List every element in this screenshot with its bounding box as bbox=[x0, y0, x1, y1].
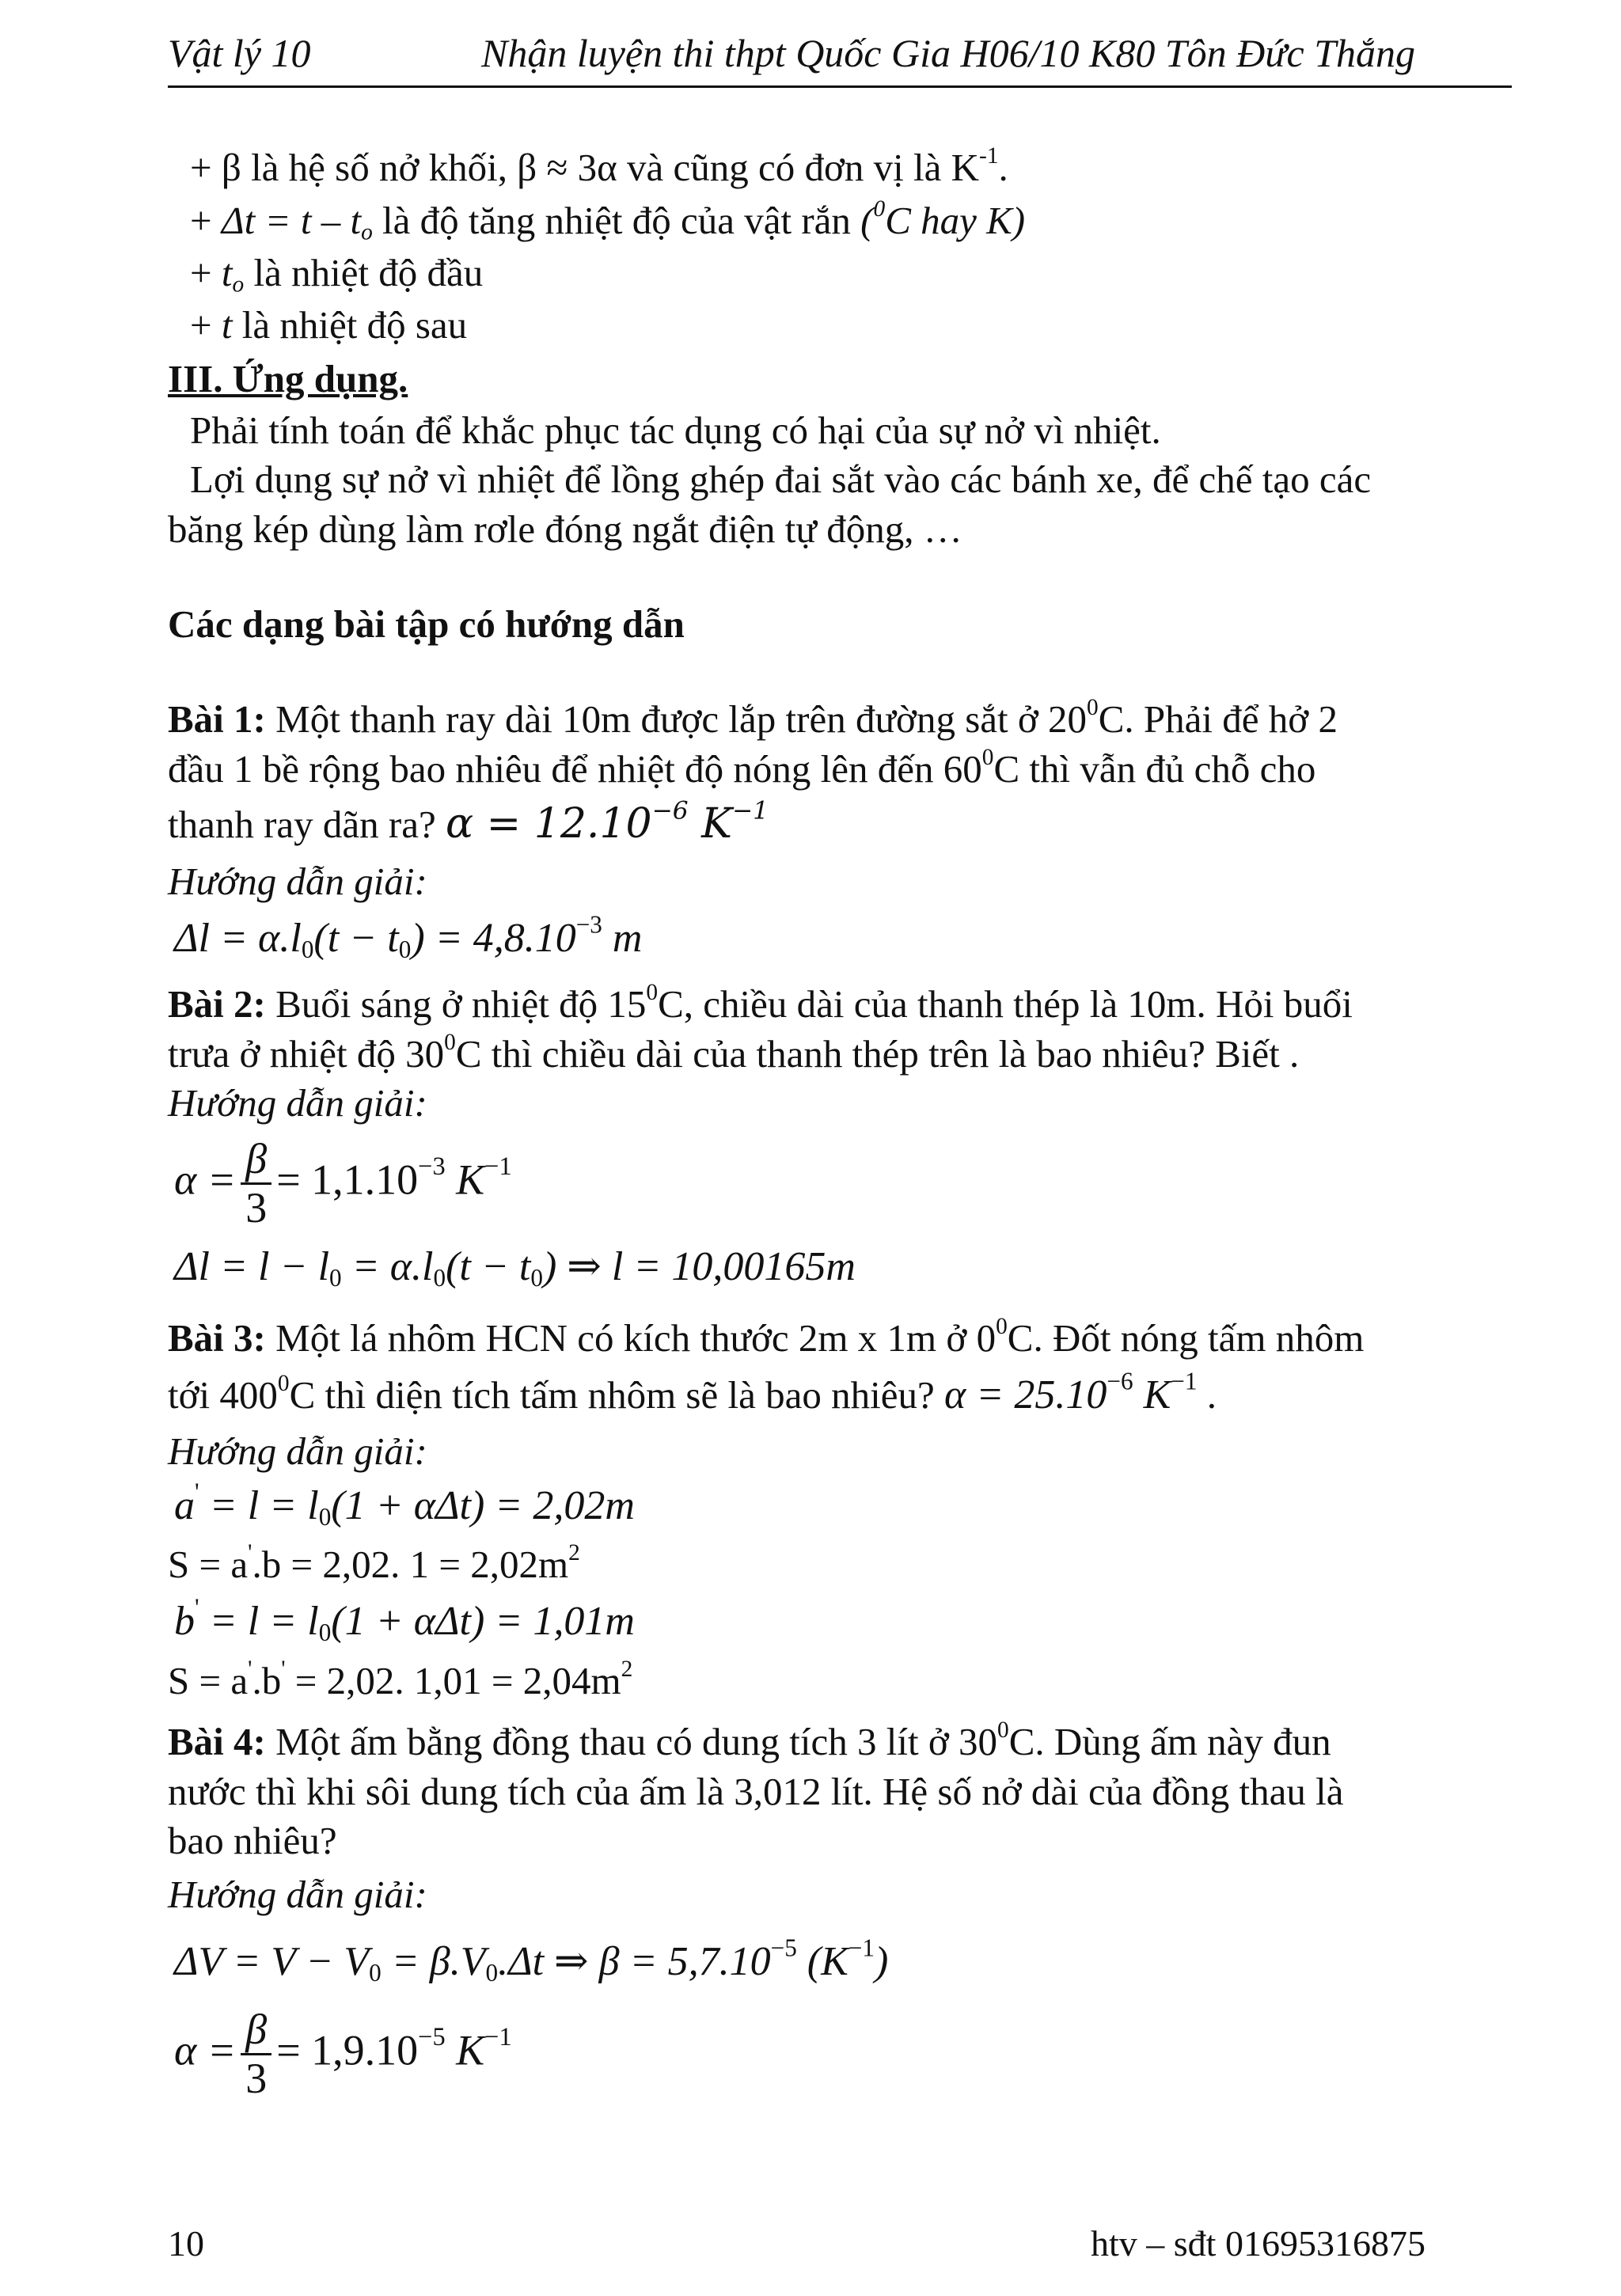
exercise-3-equation-b: $b' = l = l_0(1 + \alpha\Delta t) = 1,01m$ bbox=[174, 1593, 635, 1646]
exercise-4-line-3: bao nhiêu? bbox=[168, 1819, 337, 1862]
delta-t-definition: + $\Delta t = t - t_o$ là độ tăng nhiệt độ của vật rắn ($^0$C hay K) bbox=[190, 195, 1026, 245]
fraction: $\frac{\beta}{3}$ bbox=[241, 2006, 271, 2103]
application-paragraph-2b: băng kép dùng làm rơle đóng ngắt điện tự động, … bbox=[168, 507, 962, 551]
exercise-2-line-1: Bài 2: Buổi sáng ở nhiệt độ $15^0C$, chiều dài của thanh thép là 10m. Hỏi buổi bbox=[168, 979, 1353, 1026]
footer-contact: htv – sđt 01695316875 bbox=[1091, 2223, 1425, 2264]
exercise-1-line-1: Bài 1: Một thanh ray dài 10m được lắp trên đường sắt ở $20^0C$. Phải để hở 2 bbox=[168, 694, 1338, 741]
exercise-1-line-2: đầu 1 bề rộng bao nhiêu để nhiệt độ nóng lên đến $60^0C$ thì vẫn đủ chỗ cho bbox=[168, 744, 1316, 791]
exercise-3-line-2: tới $400^0C$ thì diện tích tấm nhôm sẽ là bao nhiêu? $\alpha = 25.10^{-6}$ $K^{-1}$ . bbox=[168, 1367, 1217, 1417]
header-divider bbox=[168, 85, 1512, 88]
exercise-4-hint-label: Hướng dẫn giải: bbox=[168, 1873, 427, 1916]
t-definition: + t là nhiệt độ sau bbox=[190, 303, 468, 347]
exercise-1-hint-label: Hướng dẫn giải: bbox=[168, 860, 427, 903]
t0-definition: + $t_o$ là nhiệt độ đầu bbox=[190, 251, 484, 298]
header-title: Nhận luyện thi thpt Quốc Gia H06/10 K80 Tôn Đức Thắng bbox=[481, 31, 1416, 75]
application-paragraph-1: Phải tính toán để khắc phục tác dụng có hại của sự nở vì nhiệt. bbox=[190, 408, 1161, 452]
page-number: 10 bbox=[168, 2223, 204, 2264]
exercise-4-alpha-formula: α = $\frac{\beta}{3}$ = $1,9.10^{-5}$ $K^{-1}$ bbox=[174, 2006, 512, 2103]
exercise-3-area-1: S = a'.b = 2,02. $1 = 2,02m^2$ bbox=[168, 1539, 580, 1586]
exercise-1-line-3: thanh ray dãn ra? $\alpha = 12.10^{-6}$ $K^{-1}$ bbox=[168, 796, 769, 848]
exercise-4-line-2: nước thì khi sôi dung tích của ấm là 3,012 lít. Hệ số nở dài của đồng thau là bbox=[168, 1770, 1344, 1813]
exercise-3-hint-label: Hướng dẫn giải: bbox=[168, 1429, 427, 1473]
exercise-2-line-2: trưa ở nhiệt độ $30^0C$ thì chiều dài của thanh thép trên là bao nhiêu? Biết . bbox=[168, 1029, 1300, 1076]
header-subject: Vật lý 10 bbox=[168, 31, 311, 75]
exercises-heading: Các dạng bài tập có hướng dẫn bbox=[168, 602, 685, 646]
exercise-4-line-1: Bài 4: Một ấm bằng đồng thau có dung tích 3 lít ở $30^0C$. Dùng ấm này đun bbox=[168, 1717, 1331, 1763]
exercise-3-equation-a: $a' = l = l_0(1 + \alpha\Delta t) = 2,02m$ bbox=[174, 1478, 635, 1531]
exercise-3-line-1: Bài 3: Một lá nhôm HCN có kích thước 2m x 1m ở $0^0C$. Đốt nóng tấm nhôm bbox=[168, 1313, 1365, 1360]
exercise-2-hint-label: Hướng dẫn giải: bbox=[168, 1081, 427, 1125]
application-paragraph-2a: Lợi dụng sự nở vì nhiệt để lồng ghép đai sắt vào các bánh xe, để chế tạo các bbox=[190, 457, 1372, 501]
fraction: $\frac{\beta}{3}$ bbox=[241, 1136, 271, 1232]
section-heading: III. Ứng dụng. bbox=[168, 357, 408, 400]
exercise-1-solution: $\Delta l = \alpha.l_0(t - t_0) = 4,8.10^{-3}$ m bbox=[174, 910, 643, 963]
exercise-3-area-2: S = a'.b' = 2,02. $1,01 = 2,04m^2$ bbox=[168, 1656, 633, 1702]
exercise-4-solution: $\Delta V = V - V_0 = \beta.V_0.\Delta t$ ⇒ $\beta = 5,7.10^{-5}$ $(K^{-1})$ bbox=[174, 1934, 889, 1987]
beta-definition: + β là hệ số nở khối, β ≈ 3α và cũng có đơn vị là $K^{-1}$. bbox=[190, 142, 1008, 189]
exercise-2-alpha-formula: α = $\frac{\beta}{3}$ = $1,1.10^{-3}$ $K^{-1}$ bbox=[174, 1135, 512, 1232]
exercise-2-solution: $\Delta l = l - l_0 = \alpha.l_0(t - t_0)$ ⇒ l = 10,00165m bbox=[174, 1244, 856, 1292]
